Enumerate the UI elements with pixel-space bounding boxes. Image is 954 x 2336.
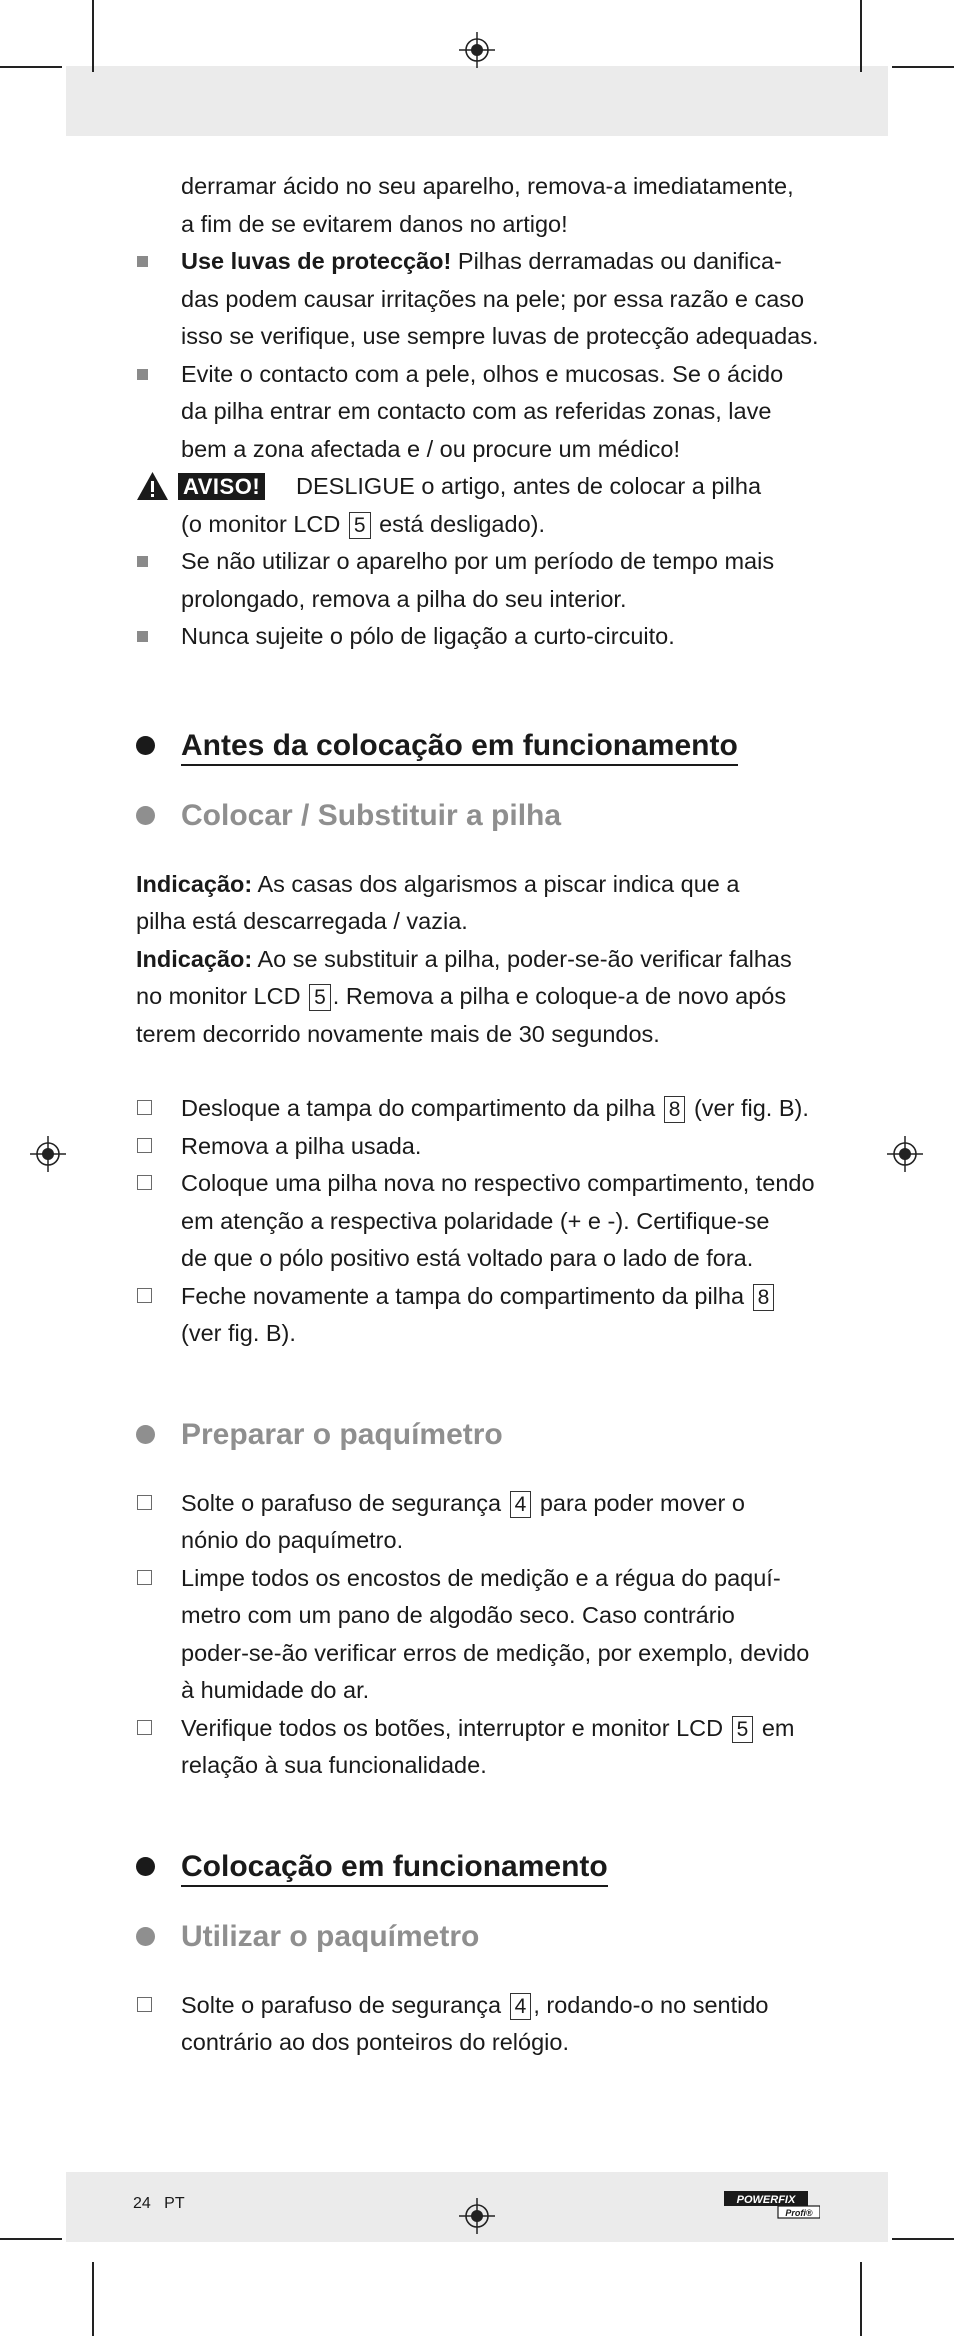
- text-line: (ver fig. B).: [181, 1320, 296, 1346]
- step-item: [136, 1710, 836, 1785]
- checkbox-bullet-icon: [137, 1987, 152, 2025]
- text-line: Evite o contacto com a pele, olhos e mucosas. Se o ácido: [181, 360, 784, 387]
- crop-mark: [892, 2238, 954, 2240]
- text-line: derramar ácido no seu aparelho, remova-a imediatamente,: [181, 173, 794, 199]
- checkbox-bullet-icon: [137, 1090, 152, 1128]
- svg-text:POWERFIX: POWERFIX: [736, 2194, 796, 2206]
- square-bullet-icon: [137, 356, 148, 394]
- language-code: PT: [164, 2195, 185, 2212]
- text-span: (o monitor LCD: [181, 510, 341, 537]
- heading-bullet-icon: [136, 1425, 155, 1444]
- subsection-heading: [136, 1415, 836, 1455]
- svg-text:Profi®: Profi®: [785, 2208, 813, 2218]
- heading-bullet-icon: [136, 806, 155, 825]
- text-line: [136, 978, 836, 1016]
- registration-mark-icon: [459, 2198, 495, 2234]
- registration-mark-icon: [887, 1136, 923, 1172]
- part-number-ref: 8: [664, 1096, 686, 1123]
- text-line: Coloque uma pilha nova no respectivo compartimento, tendo: [181, 1170, 815, 1196]
- text-line: metro com um pano de algodão seco. Caso contrário: [181, 1602, 735, 1628]
- checkbox-bullet-icon: [137, 1710, 152, 1748]
- crop-mark: [860, 2262, 862, 2336]
- checkbox-bullet-icon: [137, 1278, 152, 1316]
- text-span: (ver fig. B).: [693, 1095, 809, 1121]
- registration-mark-icon: [459, 32, 495, 68]
- heading-text: Utilizar o paquímetro: [181, 1919, 480, 1953]
- section-heading: [136, 1847, 836, 1887]
- part-number-ref: 5: [349, 512, 371, 539]
- text-line: Se não utilizar o aparelho por um período de tempo mais: [181, 548, 775, 574]
- list-item: [136, 243, 836, 356]
- text-line: [136, 866, 836, 904]
- crop-mark: [892, 66, 954, 68]
- text-span: está desligado).: [379, 510, 545, 537]
- text-line: bem a zona afectada e / ou procure um médico!: [181, 435, 681, 462]
- square-bullet-icon: [137, 243, 148, 281]
- text-line: da pilha entrar em contacto com as referidas zonas, lave: [181, 398, 772, 424]
- list-item: [136, 618, 836, 656]
- step-item: [136, 1278, 836, 1353]
- part-number-ref: 4: [510, 1491, 532, 1518]
- paragraph-continuation: [136, 168, 836, 243]
- text-line: DESLIGUE o artigo, antes de colocar a pilha: [296, 473, 762, 499]
- text-line: [136, 506, 836, 544]
- text-line: isso se verifique, use sempre luvas de protecção adequadas.: [181, 323, 819, 349]
- text-line: das podem causar irritações na pele; por essa razão e caso: [181, 285, 805, 312]
- text-line: terem decorrido novamente mais de 30 segundos.: [136, 1020, 660, 1047]
- text-span: Solte o parafuso de segurança: [181, 1991, 502, 2018]
- page-number: 24: [133, 2195, 151, 2212]
- crop-mark: [92, 2262, 94, 2336]
- text-span: , rodando-o no sentido: [533, 1991, 769, 2018]
- text-line: contrário ao dos ponteiros do relógio.: [181, 2029, 569, 2055]
- text-span: Pilhas derramadas ou danifica-: [451, 248, 782, 274]
- part-number-ref: 8: [753, 1284, 775, 1311]
- text-span: . Remova a pilha e coloque-a de novo após: [332, 983, 787, 1009]
- text-line: Limpe todos os encostos de medição e a régua do paquí-: [181, 1564, 781, 1591]
- page-footer-label: [133, 2195, 185, 2213]
- crop-mark: [92, 0, 94, 72]
- step-item: [136, 1987, 836, 2062]
- warning-label-group: [136, 471, 265, 501]
- step-item: [136, 1560, 836, 1710]
- warning-notice: [136, 468, 836, 543]
- bold-label: Use luvas de protecção!: [181, 248, 452, 274]
- text-span: Verifique todos os botões, interruptor e monitor LCD: [181, 1714, 724, 1741]
- warning-triangle-icon: [136, 471, 169, 501]
- subsection-heading: [136, 796, 836, 836]
- checkbox-bullet-icon: [137, 1485, 152, 1523]
- text-line: [181, 243, 836, 281]
- list-item: [136, 543, 836, 618]
- text-line: [181, 1090, 836, 1128]
- heading-bullet-icon: [136, 1927, 155, 1946]
- text-line: nónio do paquímetro.: [181, 1527, 404, 1553]
- text-line: pilha está descarregada / vazia.: [136, 908, 468, 934]
- text-line: poder-se-ão verificar erros de medição, por exemplo, devido: [181, 1639, 810, 1666]
- text-line: em atenção a respectiva polaridade (+ e -). Certifique-se: [181, 1207, 770, 1234]
- text-line: [136, 941, 836, 979]
- text-line: relação à sua funcionalidade.: [181, 1752, 487, 1778]
- crop-mark: [860, 0, 862, 72]
- text-span: As casas dos algarismos a piscar indica que a: [252, 870, 740, 897]
- text-span: Ao se substituir a pilha, poder-se-ão verificar falhas: [252, 945, 792, 972]
- text-line: [181, 1485, 836, 1523]
- text-line: Nunca sujeite o pólo de ligação a curto-circuito.: [181, 623, 675, 649]
- powerfix-logo: [724, 2189, 820, 2227]
- heading-text: Colocação em funcionamento: [181, 1850, 608, 1887]
- page-content: [136, 168, 836, 2062]
- text-line: à humidade do ar.: [181, 1677, 370, 1703]
- bold-label: Indicação:: [136, 870, 253, 897]
- text-line: [181, 1278, 836, 1316]
- checkbox-bullet-icon: [137, 1165, 152, 1203]
- text-line: a fim de se evitarem danos no artigo!: [181, 210, 568, 237]
- text-span: Feche novamente a tampa do compartimento da pilha: [181, 1282, 745, 1309]
- step-item: [136, 1485, 836, 1560]
- bold-label: Indicação:: [136, 945, 253, 972]
- text-span: para poder mover o: [539, 1489, 745, 1516]
- note-paragraph: [136, 866, 836, 1054]
- checkbox-bullet-icon: [137, 1128, 152, 1166]
- text-line: de que o pólo positivo está voltado para o lado de fora.: [181, 1245, 754, 1271]
- part-number-ref: 5: [732, 1716, 754, 1743]
- subsection-heading: [136, 1917, 836, 1957]
- crop-mark: [0, 2238, 62, 2240]
- step-item: [136, 1165, 836, 1278]
- text-span: em: [761, 1714, 795, 1741]
- text-line: [181, 1710, 836, 1748]
- text-span: Desloque a tampa do compartimento da pilha: [181, 1095, 656, 1121]
- heading-text: Antes da colocação em funcionamento: [181, 729, 738, 766]
- heading-text: Colocar / Substituir a pilha: [181, 798, 562, 832]
- crop-mark: [0, 66, 62, 68]
- header-band: [66, 66, 888, 136]
- heading-bullet-icon: [136, 736, 155, 755]
- square-bullet-icon: [137, 543, 148, 581]
- checkbox-bullet-icon: [137, 1560, 152, 1598]
- registration-mark-icon: [30, 1136, 66, 1172]
- text-line: [181, 1987, 836, 2025]
- section-heading: [136, 726, 836, 766]
- aviso-badge: AVISO!: [178, 473, 265, 500]
- text-span: Solte o parafuso de segurança: [181, 1489, 502, 1516]
- square-bullet-icon: [137, 618, 148, 656]
- heading-text: Preparar o paquímetro: [181, 1417, 503, 1451]
- text-line: Remova a pilha usada.: [181, 1132, 422, 1159]
- part-number-ref: 4: [510, 1993, 532, 2020]
- step-item: [136, 1128, 836, 1166]
- step-item: [136, 1090, 836, 1128]
- part-number-ref: 5: [309, 984, 331, 1011]
- heading-bullet-icon: [136, 1857, 155, 1876]
- text-span: no monitor LCD: [136, 983, 301, 1009]
- text-line: prolongado, remova a pilha do seu interior.: [181, 585, 627, 612]
- list-item: [136, 356, 836, 469]
